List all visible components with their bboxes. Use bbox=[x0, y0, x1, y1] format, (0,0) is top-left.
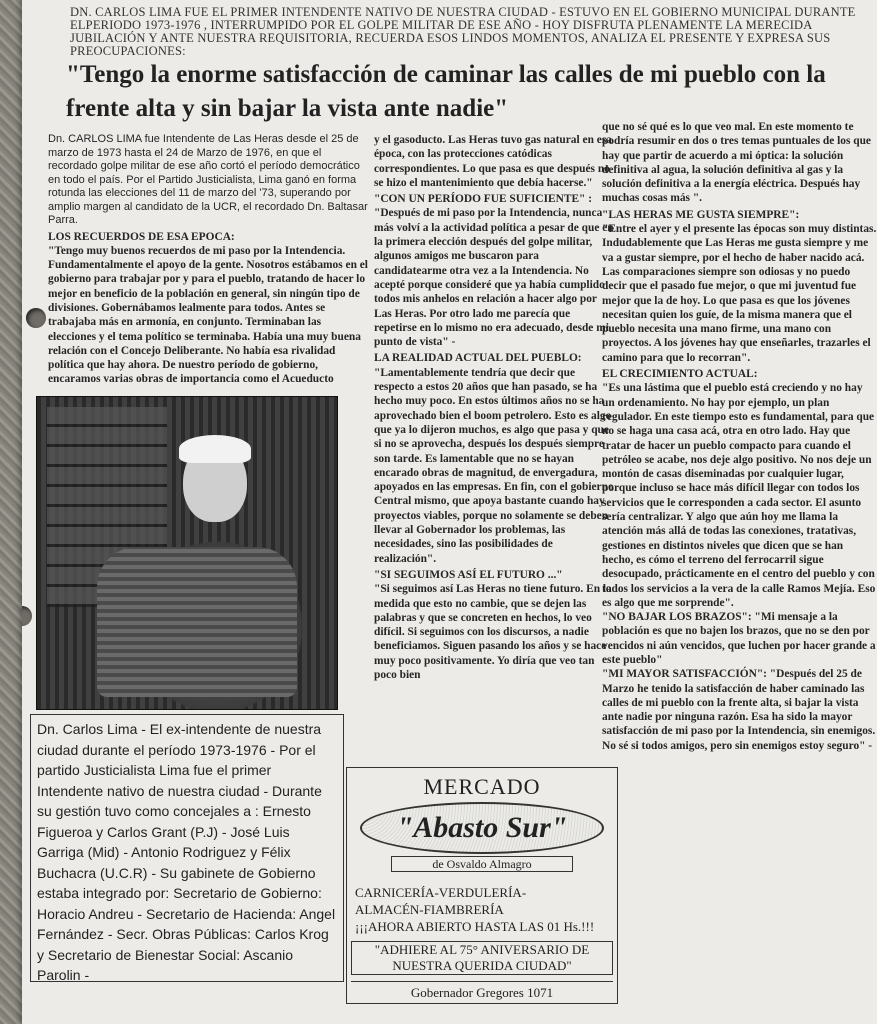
text-brazos: "Mi mensaje a la población es que no bajen los brazos, que no se den por vencidos ni aún vencidos, que luchen por hacer grande a este pueblo" bbox=[602, 611, 876, 666]
subheading-las-heras: "LAS HERAS ME GUSTA SIEMPRE": bbox=[602, 208, 800, 221]
text-satisfaccion: "Después del 25 de Marzo he tenido la satisfacción de haber caminado las calles de mi pueblo con la frente alta, si bajar la vista ante nadie por ninguna razón. Esa ha sido la mayor satisfacción de mi paso por la Intendencia, sin enemigos. No sé si todos amigos, pero sin enemigos estoy seguro" - bbox=[602, 668, 876, 752]
ad-anniversary: "ADHIERE AL 75° ANIVERSARIO DE NUESTRA QUERIDA CIUDAD" bbox=[351, 941, 613, 975]
subheading-recuerdos: LOS RECUERDOS DE ESA EPOCA: bbox=[48, 230, 235, 243]
paragraph-periodo: "Después de mi paso por la Intendencia, nunca más volví a la actividad política a pesar de que en la primera elección después del golpe militar, algunos amigos me buscaron para candidatearme otra vez a la Intendencia. No acepté porque consideré que ya había cumplido todos mis anhelos en relación a hacer algo por Las Heras. Por otro lado me parecía que repetirse en lo mismo no era adecuado, desde mi punto de vista" - bbox=[374, 207, 614, 349]
paragraph-realidad: "Lamentablemente tendría que decir que respecto a estos 20 años que han pasado, se ha hecho muy poco. En estos últimos años no se ha aprovechado bien el boom petrolero. Esto es algo que ya lo dijeron muchos, es algo que pasa y que si no se aprovecha, después los después siempre son tarde. Es lamentable que no se hayan encarado obras de magnitud, de envergadura, apoyados en las empresas. En fin, con el gobierno Central mismo, que apoya bastante cuando hay proyectos viables, porque no solamente se deben llevar al Gobernador los problemas, las necesidades, sino las posibilidades de realización". bbox=[374, 366, 614, 565]
subheading-brazos: "NO BAJAR LOS BRAZOS": bbox=[602, 611, 752, 624]
column-1 bbox=[48, 133, 368, 387]
paragraph-recuerdos: "Tengo muy buenos recuerdos de mi paso por la Intendencia. Fundamentalmente el apoyo de la gente. Nosotros estábamos en el gobierno para trabajar por y para el pueblo, tratando de hacer lo mejor en beneficio de la población en general, sin ningún tipo de divisiones. Gobernábamos lealmente para todos. Antes se trabajaba más en armonía, en conjunto. Terminaban las elecciones y el tema político se terminaba. Había una muy buena relación con el Concejo Deliberante. No había esa rivalidad política que hay ahora. De nuestro período de gobierno, encaramos varias obras de importancia como el Acueducto bbox=[48, 244, 368, 386]
paragraph-crecimiento: "Es una lástima que el pueblo está creciendo y no hay un ordenamiento. No hay por ejemplo, un plan regulador. En este tiempo esto es fundamental, para que no se haga una casa acá, otra en otro lado. Hay que tratar de hacer un pueblo compacto para cuando el petróleo se acabe, nos deje algo positivo. No nos deje un montón de casas diseminadas por cualquier lugar, porque incluso se hace más difícil llegar con todos los servicios que le corresponden a cada sector. El asunto sería centralizar. Y algo que aún hoy me llama la atención más allá de todas las conexiones, tratativas, gestiones en distintos niveles que dicen que se han hecho, es cómo el terreno del ferrocarril sigue desocupado, prácticamente en el centro del pueblo y con todos los servicios a la vera de la calle Ramos Mejía. Eso es algo que me sorprende". bbox=[602, 382, 876, 609]
paragraph-las-heras: "Entre el ayer y el presente las épocas son muy distintas. Indudablemente que Las Heras me gusta siempre y me va a gustar siempre, por el hecho de haber nacido acá. Las comparaciones siempre son odiosas y no puedo decir que el pasado fue mejor, o que mi juventud fue mejor que la de hoy. Lo que pasa es que los jóvenes necesitan quien los guíe, de la misma manera que el pueblo necesita una mano firme, una mano con proyectos. A los jóvenes hay que enseñarles, trazarles el camino para que lo recorran". bbox=[602, 223, 877, 364]
headline: "Tengo la enorme satisfacción de caminar las calles de mi pueblo con la frente alta y sin bajar la vista ante nadie" bbox=[66, 61, 826, 122]
subheading-periodo: "CON UN PERÍODO FUE SUFICIENTE" : bbox=[374, 193, 593, 206]
photo-caption-box: Dn. Carlos Lima - El ex-intendente de nuestra ciudad durante el período 1973-1976 - Por el partido Justicialista Lima fue el primer Intendente nativo de nuestra ciudad - Durante su gestión tuvo como concejales a : Ernesto Figueroa y Carlos Grant (P.J) - José Luis Garriga (Mid) - Antonio Rodriguez y Félix Buchacra (U.C.R) - Su gabinete de Gobierno estaba integrado por: Secretario de Gobierno: Horacio Andreu - Secretario de Hacienda: Angel Fernández - Secr. Obras Públicas: Carlos Krog y Secretario de Bienestar Social: Ascanio Parolin - bbox=[30, 714, 344, 982]
column-3 bbox=[602, 120, 877, 753]
portrait-photo bbox=[36, 396, 338, 710]
paragraph-satisfaccion bbox=[602, 667, 877, 753]
ad-line-3: ¡¡¡AHORA ABIERTO HASTA LAS 01 Hs.!!! bbox=[355, 919, 595, 934]
column-2 bbox=[374, 133, 614, 682]
ad-store-name: "Abasto Sur" bbox=[360, 802, 604, 854]
photo-hair bbox=[179, 435, 251, 463]
ad-line-1: CARNICERÍA-VERDULERÍA- bbox=[355, 885, 527, 900]
newspaper-page bbox=[22, 0, 877, 1024]
paragraph-futuro: "Si seguimos así Las Heras no tiene futuro. En la medida que esto no cambie, que se dejen las palabras y que se concreten en hechos, lo veo difícil. Si seguimos con los discursos, a nadie beneficiamos. Siguen pasando los años y se hace muy poco positivamente. Yo diría que veo tan poco bien bbox=[374, 583, 612, 681]
intro-paragraph: Dn. CARLOS LIMA fue Intendente de Las Heras desde el 25 de marzo de 1973 hasta el 24 de Marzo de 1976, en que el recordado golpe militar de ese año cortó el período democrático en todo el país. Por el Partido Justicialista, Lima ganó en forma rotunda las elecciones del 11 de marzo del '73, superando por amplio margen al candidato de la UCR, el recordado Dn. Baltasar Parra. bbox=[48, 133, 368, 226]
ad-title: MERCADO bbox=[423, 774, 541, 799]
advertisement-box bbox=[346, 767, 618, 1004]
ad-address: Gobernador Gregores 1071 bbox=[351, 981, 613, 1001]
paragraph-brazos bbox=[602, 610, 877, 667]
subheading-satisfaccion: "MI MAYOR SATISFACCIÓN": bbox=[602, 668, 767, 681]
paragraph-temas: que no sé qué es lo que veo mal. En este momento te podría resumir en dos o tres temas puntuales de los que hay que partir de acuerdo a mi óptica: la solución definitiva al agua, la solución definitiva al gas y la solución definitiva a la energía eléctrica. Después hay muchas cosas más ". bbox=[602, 121, 871, 205]
subheading-crecimiento: EL CRECIMIENTO ACTUAL: bbox=[602, 368, 758, 381]
subheading-futuro: "SI SEGUIMOS ASÍ EL FUTURO ..." bbox=[374, 568, 563, 581]
ad-services bbox=[347, 884, 617, 935]
binder-hole-bottom bbox=[22, 606, 32, 626]
paragraph-gasoducto: y el gasoducto. Las Heras tuvo gas natural en esa época, con las protecciones catódicas correspondientes. Lo que pasa es que después no se hizo el mantenimiento que debía hacerse." bbox=[374, 134, 612, 189]
binder-hole-top bbox=[26, 308, 46, 328]
photo-shirt bbox=[97, 547, 297, 697]
subheading-realidad: LA REALIDAD ACTUAL DEL PUEBLO: bbox=[374, 352, 582, 365]
lead-paragraph: DN. CARLOS LIMA FUE EL PRIMER INTENDENTE NATIVO DE NUESTRA CIUDAD - ESTUVO EN EL GOBIERNO MUNICIPAL DURANTE ELPERIODO 1973-1976 , INTERRUMPIDO POR EL GOLPE MILITAR DE ESE AÑO - HOY DISFRUTA PLENAMENTE LA MERECIDA JUBILACIÓN Y ANTE NUESTRA REQUISITORIA, RECUERDA ESOS LINDOS MOMENTOS, ANALIZA EL PRESENTE Y EXPRESA SUS PREOCUPACIONES: bbox=[70, 5, 856, 58]
ad-line-2: ALMACÉN-FIAMBRERÍA bbox=[355, 902, 504, 917]
ad-owner: de Osvaldo Almagro bbox=[391, 856, 573, 872]
